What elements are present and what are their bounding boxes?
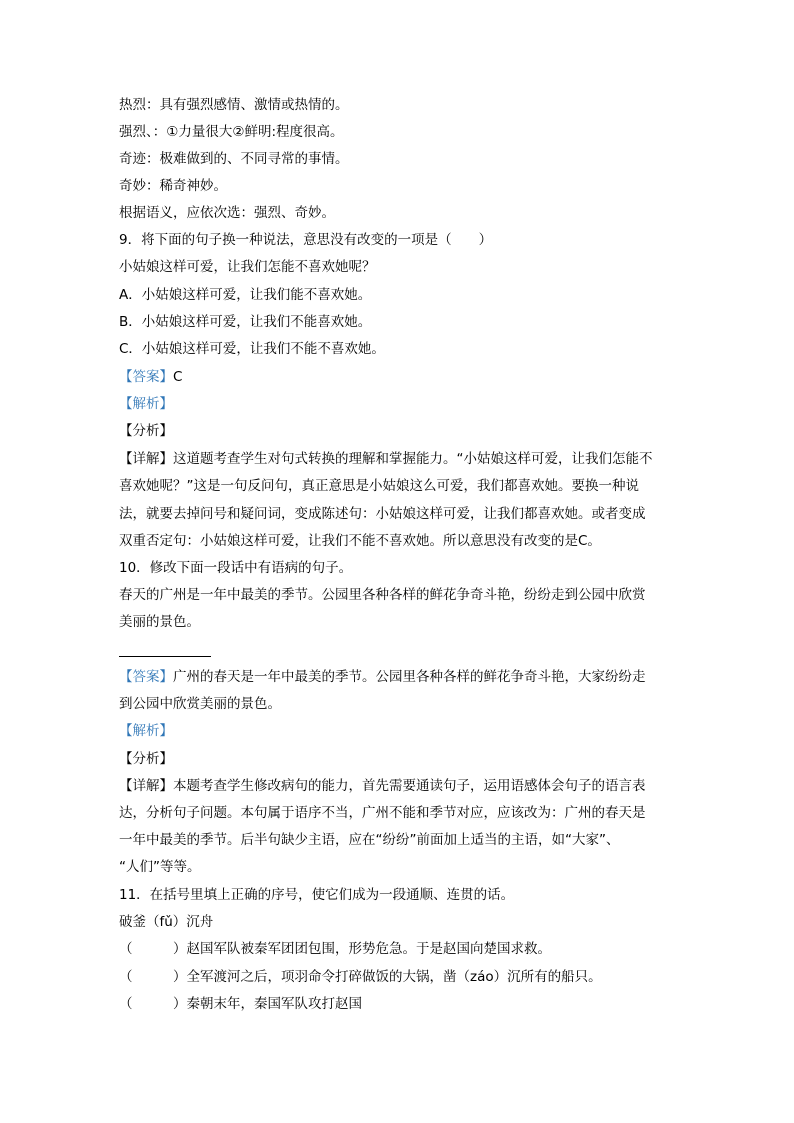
detail-label: 【详解】 [119,451,173,467]
detail-line [119,450,679,468]
option-a: A．小姑娘这样可爱，让我们能不喜欢她。 [119,287,372,303]
option-b: B．小姑娘这样可爱，让我们不能喜欢她。 [119,314,372,330]
fenxi-label: 【分析】 [119,751,173,767]
question-10-text: 春天的广州是一年中最美的季节。公园里各种各样的鲜花争奇斗艳，纷纷走到公园中欣赏 [119,587,646,603]
answer-value: C [173,369,183,385]
detail-text: 本题考查学生修改病句的能力，首先需要通读句子，运用语感体会句子的语言表 [173,778,646,794]
question-9-sentence: 小姑娘这样可爱，让我们怎能不喜欢她呢？ [119,259,376,275]
detail-text: 达，分析句子问题。本句属于语序不当，广州不能和季节对应，应该改为：广州的春天是 [119,805,646,821]
text-line: 强烈、：①力量很大②鲜明:程度很高。 [119,124,344,140]
answer-text: 到公园中欣赏美丽的景色。 [119,696,281,712]
detail-label: 【详解】 [119,778,173,794]
answer-text: 广州的春天是一年中最美的季节。公园里各种各样的鲜花争奇斗艳，大家纷纷走 [173,669,646,685]
answer-line-q9 [119,368,679,386]
text-line: 奇迹：极难做到的、不同寻常的事情。 [119,151,349,167]
fill-blank-item: （ ）秦朝末年，秦国军队攻打赵国 [119,996,362,1012]
text-line: 热烈：具有强烈感情、激情或热情的。 [119,97,349,113]
answer-label: 【答案】 [119,369,173,385]
detail-text: 双重否定句：小姑娘这样可爱，让我们不能不喜欢她。所以意思没有改变的是C。 [119,533,601,549]
detail-text: 这道题考查学生对句式转换的理解和掌握能力。“小姑娘这样可爱，让我们怎能不 [173,451,653,467]
question-11: 11．在括号里填上正确的序号，使它们成为一段通顺、连贯的话。 [119,887,515,903]
analysis-label: 【解析】 [119,723,173,739]
question-11-title: 破釜（fǔ）沉舟 [119,914,214,930]
question-10: 10．修改下面一段话中有语病的句子。 [119,560,353,576]
answer-label: 【答案】 [119,669,173,685]
detail-text: 喜欢她呢？”这是一句反问句，真正意思是小姑娘这么可爱，我们都喜欢她。要换一种说 [119,478,639,494]
analysis-label: 【解析】 [119,396,173,412]
question-10-text: 美丽的景色。 [119,614,200,630]
text-line: 根据语义，应依次选：强烈、奇妙。 [119,205,335,221]
question-9: 9．将下面的句子换一种说法，意思没有改变的一项是（ ） [119,232,493,248]
fill-blank-item: （ ）全军渡河之后，项羽命令打碎做饭的大锅，凿（záo）沉所有的船只。 [119,969,602,985]
section-divider [119,656,211,657]
fill-blank-item: （ ）赵国军队被秦军团团包围，形势危急。于是赵国向楚国求救。 [119,941,551,957]
option-c: C．小姑娘这样可爱，让我们不能不喜欢她。 [119,341,385,357]
detail-text: 法，就要去掉问号和疑问词，变成陈述句：小姑娘这样可爱，让我们都喜欢她。或者变成 [119,506,646,522]
answer-line-q10 [119,668,679,686]
detail-line [119,777,679,795]
text-line: 奇妙：稀奇神妙。 [119,178,227,194]
detail-text: 一年中最美的季节。后半句缺少主语，应在“纷纷”前面加上适当的主语，如“大家”、 [119,832,620,848]
fenxi-label: 【分析】 [119,423,173,439]
detail-text: “人们”等等。 [119,859,201,875]
